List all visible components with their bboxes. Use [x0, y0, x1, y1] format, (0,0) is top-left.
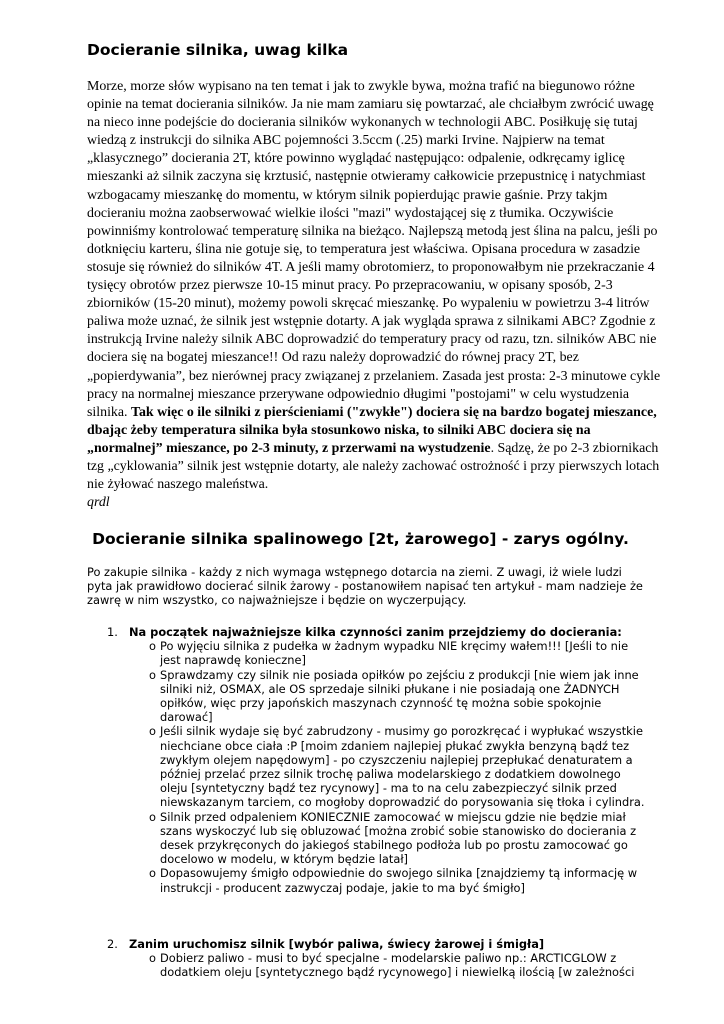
list-item-text: Po wyjęciu silnika z pudełka w żadnym wypadku NIE kręcimy wałem!!! [Jeśli to nie jest naprawdę konieczne]	[160, 639, 629, 668]
list-item	[107, 724, 647, 809]
list-item-text: Sprawdzamy czy silnik nie posiada opiłków po zejściu z produkcji [nie wiem jak inne silniki niż, OSMAX, ale OS sprzedaje silniki płukane i nie posiadają one ŻADNYCH opiłków, więc przy japońskich maszynach czynność tę można sobie spokojnie darować]	[160, 667, 639, 725]
section-2-number: 2.	[107, 937, 118, 951]
article-1-paragraph	[87, 78, 661, 494]
article-1-title: Docieranie silnika, uwag kilka	[87, 41, 349, 59]
article-2-intro: Po zakupie silnika - każdy z nich wymaga wstępnego dotarcia na ziemi. Z uwagi, iż wiele ludzi pyta jak prawidłowo docierać silnik żarowy - postanowiłem napisać ten artykuł - mam nadzieje że zawrę w nim wszystko, co najważniejsze i będzie on wyczerpujący.	[87, 565, 643, 608]
section-2-heading	[107, 937, 647, 951]
section-1-heading-text: Na początek najważniejsze kilka czynności zanim przejdziemy do docierania:	[129, 625, 622, 639]
section-1-list	[107, 639, 647, 895]
bullet-glyph: o	[149, 866, 156, 881]
article-1-bold-summary: Tak więc o ile silniki z pierścieniami ("zwykłe") dociera się na bardzo bogatej mieszance, dbając żeby temperatura silnika była stosunkowo niska, to silniki ABC dociera się na „normalnej” mieszance, po 2-3 minuty, z przerwami na wystudzenie	[87, 404, 657, 456]
list-item	[107, 668, 647, 725]
list-item-text: Dobierz paliwo - musi to być specjalne - modelarskie paliwo np.: ARCTICGLOW z dodatkiem oleju [syntetycznego bądź rycynowego] i niewielką ilością [w zależności	[160, 951, 635, 980]
list-item	[107, 866, 647, 894]
article-1-author: qrdl	[87, 495, 110, 511]
list-item-text: Jeśli silnik wydaje się być zabrudzony - musimy go porozkręcać i wypłukać wszystkie niechciane obce ciała :P [moim zdaniem najlepiej płukać zwykła benzyną bądź tez zwykłym olejem napędowym] - po czyszczeniu najlepiej przepłukać denaturatem a później przelać przez silnik trochę paliwa modelarskiego z dodatkiem dowolnego oleju [syntetyczny bądź tez rycynowy] - ma to na celu zabezpieczyć silnik przed niewskazanym tarciem, co mogłoby doprowadzić do porysowania się tłoka i cylindra.	[160, 724, 645, 810]
bullet-glyph: o	[149, 667, 156, 682]
list-item	[107, 810, 647, 867]
list-item-text: Dopasowujemy śmigło odpowiednie do swojego silnika [znajdziemy tą informację w instrukcji - producent zazwyczaj podaje, jakie to ma być śmigło]	[160, 866, 638, 895]
section-1-heading	[107, 625, 647, 639]
article-1-text-tail: . Sądzę, że po 2-3 zbiornikach tzg „cyklowania” silnik jest wstępnie dotarty, ale należy zachować ostrożność i przy pierwszych lotach nie żyłować naszego maleństwa.	[87, 440, 660, 493]
article-1-text: Morze, morze słów wypisano na ten temat i jak to zwykle bywa, można trafić na biegunowo różne opinie na temat docierania silników. Ja nie mam zamiaru się powtarzać, ale chciałbym zwrócić uwagę na nieco inne podejście do docierania silników wykonanych w technologii ABC. Posiłkuję się tutaj wiedzą z instrukcji do silnika ABC pojemności 3.5ccm (.25) marki Irvine. Najpierw na temat „klasycznego” docierania 2T, które powinno wyglądać następująco: odpalenie, odkręcamy iglicę mieszanki aż silnik zaczyna się krztusić, następnie otwieramy całkowicie przepustnicę i natychmiast wzbogacamy mieszankę do momentu, w którym silnik popierdując prawie gaśnie. Przy takjm docieraniu można zaobserwować wielkie ilości "mazi" wydostającej się z tłumika. Oczywiście powinniśmy kontrolować temperaturę silnika na bieżąco. Najlepszą metodą jest ślina na palcu, jeśli po dotknięciu karteru, ślina nie gotuje się, to temperatura jest właściwa. Opisana procedura w zasadzie stosuje się również do silników 4T. A jeśli mamy obrotomierz, to proponowałbym nie przekraczanie 4 tysięcy obrotów przez pierwsze 10-15 minut pracy. Po przepracowaniu, w opisany sposób, 2-3 zbiorników (15-20 minut), możemy powoli skręcać mieszankę. Po wypaleniu w powietrzu 3-4 litrów paliwa może uznać, że silnik jest wstępnie dotarty. A jak wygląda sprawa z silnikami ABC? Zgodnie z instrukcją Irvine należy silnik ABC doprowadzić do temperatury pracy od razu, tzn. silników ABC nie dociera się na bogatej mieszance!! Od razu należy doprowadzić do równej pracy 2T, bez „popierdywania”, bez nierównej pracy związanej z przelaniem. Zasada jest prosta: 2-3 minutowe cykle pracy na normalnej mieszance przerywane odpowiednio długimi "postojami" w celu wystudzenia silnika.	[87, 79, 661, 420]
section-1-number: 1.	[107, 625, 118, 639]
list-item	[107, 951, 647, 979]
list-item-text: Silnik przed odpaleniem KONIECZNIE zamocować w miejscu gdzie nie będzie miał szans wyskoczyć lub się obluzować [można zrobić sobie stanowisko do docierania z desek przykręconych do jakiegoś stabilnego podłoża lub po prostu zamocować go docelowo w modelu, w którym będzie latał]	[160, 809, 637, 867]
list-item	[107, 639, 647, 667]
section-2	[107, 937, 647, 980]
article-2-title: Docieranie silnika spalinowego [2t, żarowego] - zarys ogólny.	[92, 530, 629, 548]
section-2-list	[107, 951, 647, 979]
section-2-heading-text: Zanim uruchomisz silnik [wybór paliwa, świecy żarowej i śmigła]	[129, 937, 545, 951]
bullet-glyph: o	[149, 809, 156, 824]
bullet-glyph: o	[149, 724, 156, 739]
bullet-glyph: o	[149, 639, 156, 654]
bullet-glyph: o	[149, 951, 156, 966]
article-1-body	[87, 78, 661, 512]
section-1	[107, 625, 647, 895]
